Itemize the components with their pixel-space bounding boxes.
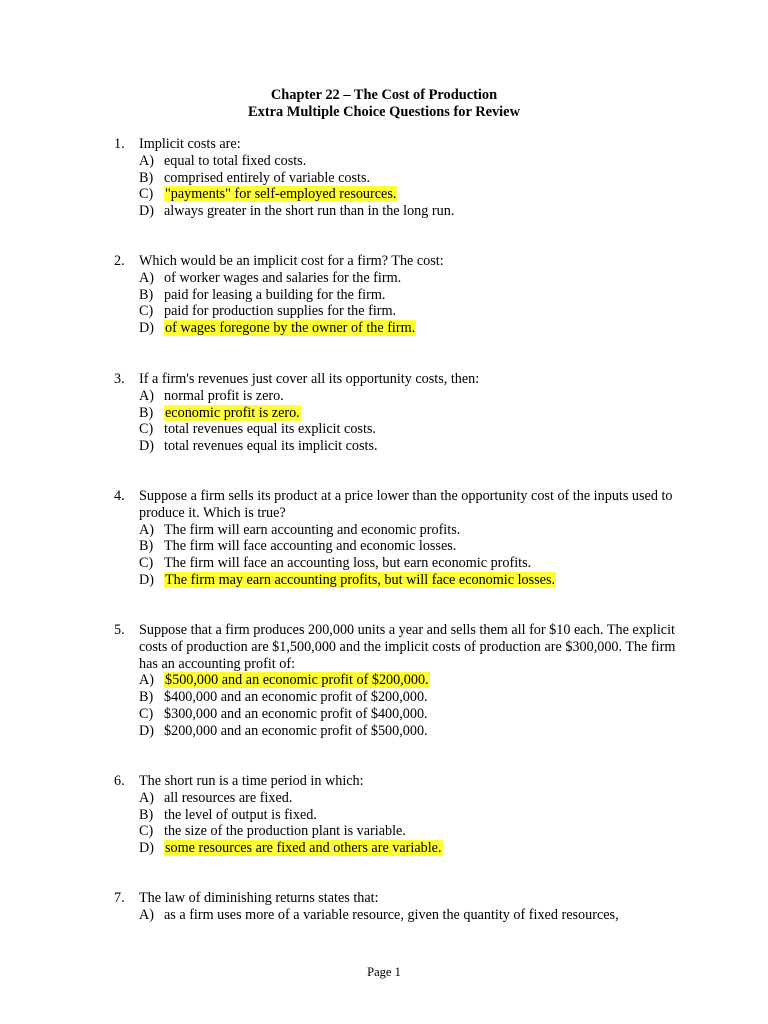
- answer-option: [114, 790, 684, 807]
- answer-option: [114, 405, 684, 422]
- option-letter: B): [139, 689, 154, 706]
- question-number: 3.: [114, 371, 125, 387]
- answer-option: [114, 421, 684, 438]
- option-letter: B): [139, 286, 154, 303]
- answer-option: [114, 388, 684, 405]
- question-text: If a firm's revenues just cover all its opportunity costs, then:: [139, 371, 480, 387]
- answer-option: [114, 706, 684, 723]
- option-letter: D): [139, 571, 154, 588]
- question-text: The short run is a time period in which:: [139, 773, 364, 789]
- answer-option: [114, 572, 684, 589]
- option-text: the size of the production plant is variable.: [164, 823, 406, 840]
- option-letter: A): [139, 521, 154, 538]
- option-letter: D): [139, 320, 154, 337]
- option-letter: B): [139, 538, 154, 555]
- answer-option: [114, 672, 684, 689]
- option-letter: D): [139, 438, 154, 455]
- option-letter: C): [139, 421, 154, 438]
- question-7: [114, 890, 684, 924]
- option-text: The firm will face accounting and economic losses.: [164, 538, 457, 555]
- option-text: always greater in the short run than in the long run.: [164, 203, 455, 220]
- option-text: normal profit is zero.: [164, 387, 284, 404]
- highlighted-answer-text: "payments" for self-employed resources.: [165, 186, 397, 203]
- question-stem: [114, 488, 684, 522]
- question-text: Implicit costs are:: [139, 136, 241, 152]
- question-number: 7.: [114, 890, 125, 906]
- answer-option: [114, 840, 684, 857]
- option-letter: A): [139, 672, 154, 689]
- option-letter: A): [139, 789, 154, 806]
- option-letter: A): [139, 906, 154, 923]
- question-text: Which would be an implicit cost for a firm? The cost:: [139, 253, 444, 269]
- question-3: [114, 371, 684, 455]
- option-letter: C): [139, 705, 154, 722]
- option-letter: B): [139, 169, 154, 186]
- answer-option: [114, 689, 684, 706]
- option-letter: A): [139, 387, 154, 404]
- option-letter: C): [139, 555, 154, 572]
- answer-option: [114, 320, 684, 337]
- answer-option: [114, 303, 684, 320]
- question-stem: [114, 622, 684, 672]
- option-letter: D): [139, 722, 154, 739]
- answer-option: [114, 538, 684, 555]
- question-4: [114, 488, 684, 589]
- question-text: Suppose that a firm produces 200,000 units a year and sells them all for $10 each. The explicit costs of production are $1,500,000 and the implicit costs of production are $300,000. The firm has an accounting profit of:: [139, 622, 676, 672]
- option-text: $400,000 and an economic profit of $200,000.: [164, 689, 428, 706]
- answer-option: [114, 186, 684, 203]
- highlighted-answer-text: some resources are fixed and others are variable.: [165, 840, 442, 857]
- option-letter: C): [139, 823, 154, 840]
- option-text: total revenues equal its implicit costs.: [164, 438, 378, 455]
- page-number: Page 1: [367, 965, 401, 979]
- option-letter: D): [139, 203, 154, 220]
- question-1: [114, 136, 684, 220]
- answer-option: [114, 170, 684, 187]
- answer-option: [114, 907, 684, 924]
- option-text: paid for leasing a building for the firm.: [164, 286, 386, 303]
- highlighted-answer-text: $500,000 and an economic profit of $200,000.: [165, 672, 429, 689]
- question-stem: [114, 371, 684, 388]
- option-text: $300,000 and an economic profit of $400,000.: [164, 705, 428, 722]
- question-stem: [114, 136, 684, 153]
- question-stem: [114, 773, 684, 790]
- highlighted-answer-text: of wages foregone by the owner of the firm.: [165, 320, 416, 337]
- option-text: total revenues equal its explicit costs.: [164, 421, 376, 438]
- question-number: 2.: [114, 253, 125, 269]
- answer-option: [114, 555, 684, 572]
- answer-option: [114, 203, 684, 220]
- option-text: The firm will face an accounting loss, but earn economic profits.: [164, 555, 532, 572]
- highlighted-answer-text: The firm may earn accounting profits, but will face economic losses.: [165, 571, 556, 588]
- option-text: paid for production supplies for the firm.: [164, 303, 397, 320]
- answer-option: [114, 438, 684, 455]
- option-text: $200,000 and an economic profit of $500,000.: [164, 722, 428, 739]
- answer-option: [114, 270, 684, 287]
- option-letter: A): [139, 269, 154, 286]
- highlighted-answer-text: economic profit is zero.: [165, 404, 300, 421]
- answer-option: [114, 807, 684, 824]
- question-stem: [114, 890, 684, 907]
- option-text: comprised entirely of variable costs.: [164, 169, 371, 186]
- answer-option: [114, 823, 684, 840]
- question-2: [114, 253, 684, 337]
- question-6: [114, 773, 684, 857]
- question-text: Suppose a firm sells its product at a price lower than the opportunity cost of the inputs used to produce it. Which is true?: [139, 488, 673, 521]
- option-letter: A): [139, 152, 154, 169]
- option-letter: C): [139, 186, 154, 203]
- option-text: as a firm uses more of a variable resource, given the quantity of fixed resources,: [164, 906, 619, 923]
- question-number: 1.: [114, 136, 125, 152]
- question-stem: [114, 253, 684, 270]
- page-title: Chapter 22 – The Cost of Production: [270, 87, 498, 103]
- option-letter: B): [139, 404, 154, 421]
- answer-option: [114, 723, 684, 740]
- option-letter: C): [139, 303, 154, 320]
- option-letter: D): [139, 840, 154, 857]
- answer-option: [114, 153, 684, 170]
- option-letter: B): [139, 806, 154, 823]
- question-number: 6.: [114, 773, 125, 789]
- option-text: of worker wages and salaries for the firm.: [164, 269, 402, 286]
- question-5: [114, 622, 684, 740]
- question-number: 5.: [114, 622, 125, 638]
- answer-option: [114, 522, 684, 539]
- option-text: equal to total fixed costs.: [164, 152, 307, 169]
- option-text: The firm will earn accounting and economic profits.: [164, 521, 461, 538]
- option-text: the level of output is fixed.: [164, 806, 317, 823]
- question-number: 4.: [114, 488, 125, 504]
- page-subtitle: Extra Multiple Choice Questions for Review: [248, 104, 520, 120]
- question-text: The law of diminishing returns states that:: [139, 890, 379, 906]
- answer-option: [114, 287, 684, 304]
- option-text: all resources are fixed.: [164, 789, 293, 806]
